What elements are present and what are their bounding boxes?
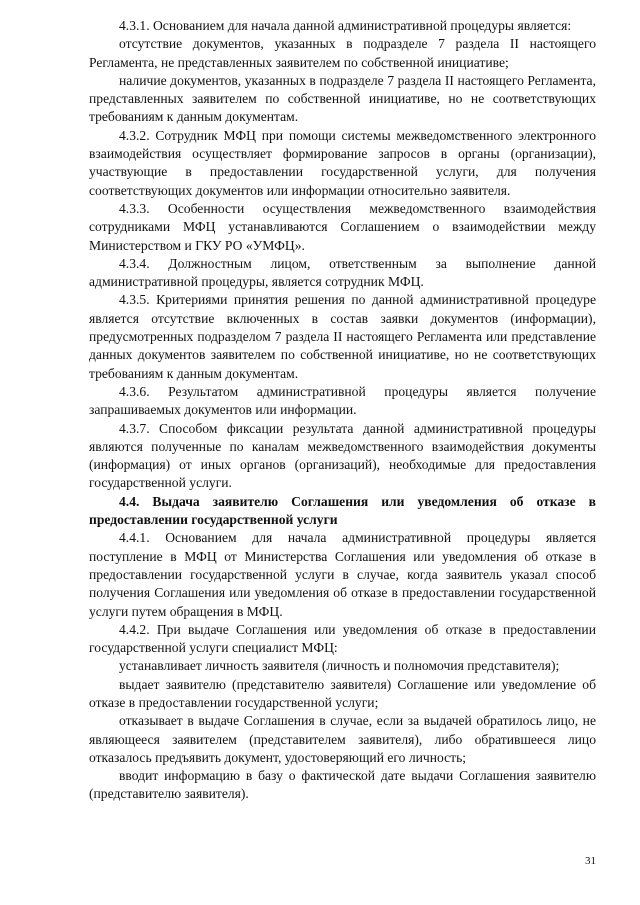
section-heading-4-4: 4.4. Выдача заявителю Соглашения или уведомления об отказе в предоставлении государственной услуги — [89, 493, 596, 528]
paragraph-list-item: вводит информацию в базу о фактической дате выдачи Соглашения заявителю (представителю заявителя). — [89, 768, 596, 802]
paragraph-4-3-3: 4.3.3. Особенности осуществления межведомственного взаимодействия сотрудниками МФЦ устанавливаются Соглашением о взаимодействии между Министерством и ГКУ РО «УМФЦ». — [89, 200, 596, 253]
paragraph-4-3-4: 4.3.4. Должностным лицом, ответственным за выполнение данной административной процедуры, является сотрудник МФЦ. — [89, 255, 596, 290]
paragraph-list-item: отказывает в выдаче Соглашения в случае, если за выдачей обратилось лицо, не являющееся заявителем (представителем заявителя), либо обратившееся лицо отказалось предъявить документ, удостоверяющий его личность; — [89, 713, 596, 765]
paragraph-list-item: устанавливает личность заявителя (личность и полномочия представителя); — [119, 658, 560, 674]
paragraph-4-3-6: 4.3.6. Результатом административной процедуры является получение запрашиваемых документов или информации. — [89, 383, 596, 418]
paragraph-4-3-1: 4.3.1. Основанием для начала данной административной процедуры является: — [119, 18, 572, 33]
page-number: 31 — [585, 855, 596, 867]
paragraph-list-item: выдает заявителю (представителю заявителя) Соглашение или уведомление об отказе в предоставлении государственной услуги; — [89, 676, 596, 710]
paragraph-4-3-7: 4.3.7. Способом фиксации результата данной административной процедуры являются полученные по каналам межведомственного взаимодействия документы (информация) от иных органов (организаций), необходимые для предоставления государственной услуги. — [89, 420, 596, 491]
paragraph-4-3-5: 4.3.5. Критериями принятия решения по данной административной процедуре является отсутствие включенных в состав заявки документов (информации), предусмотренных подразделом 7 раздела II настоящего Регламента или представление данных документов заявителем по собственной инициативе, но не соответствующих требованиям к данным документам. — [89, 292, 596, 381]
paragraph-list-item: отсутствие документов, указанных в подразделе 7 раздела II настоящего Регламента, не представленных заявителем по собственной инициативе; — [89, 36, 596, 70]
paragraph-4-3-2: 4.3.2. Сотрудник МФЦ при помощи системы межведомственного электронного взаимодействия осуществляет формирование запросов в органы (организации), участвующие в предоставлении государственной услуги, для получения соответствующих документов или информации относительно заявителя. — [89, 127, 596, 198]
paragraph-4-4-1: 4.4.1. Основанием для начала административной процедуры является поступление в МФЦ от Министерства Соглашения или уведомления об отказе в предоставлении государственной услуги в случае, когда заявитель указал способ получения Соглашения или уведомления об отказе в предоставлении государственной услуги путем обращения в МФЦ. — [89, 530, 596, 619]
paragraph-list-item: наличие документов, указанных в подразделе 7 раздела II настоящего Регламента, представленных заявителем по собственной инициативе, но не соответствующих требованиям к данным документам. — [89, 72, 596, 125]
page-body — [89, 17, 596, 804]
paragraph-4-4-2: 4.4.2. При выдаче Соглашения или уведомления об отказе в предоставлении государственной услуги специалист МФЦ: — [89, 621, 596, 656]
